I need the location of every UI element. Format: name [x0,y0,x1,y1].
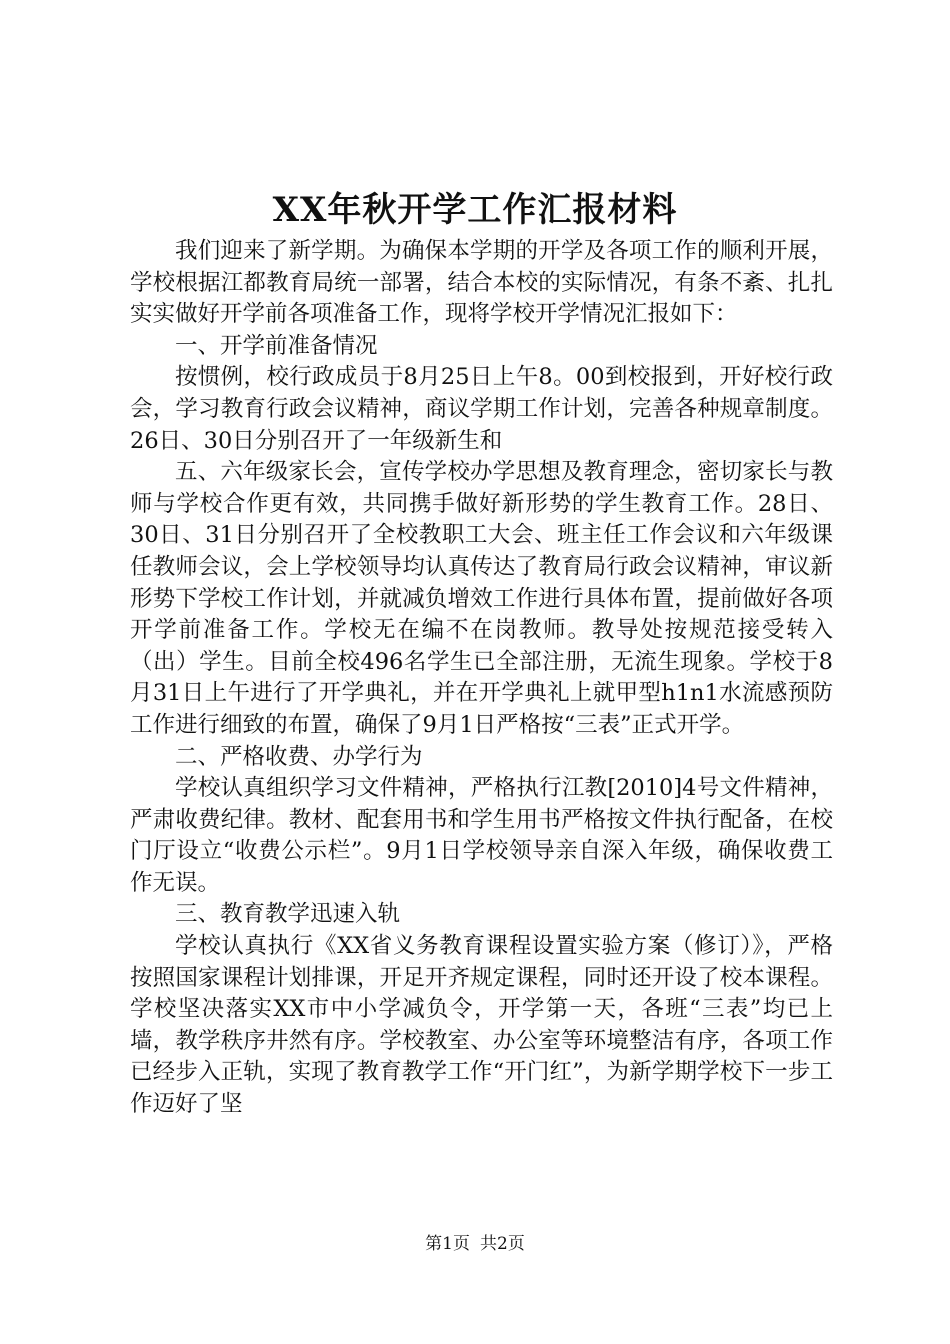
page-footer [0,1232,950,1256]
page-total: 共2页 [480,1234,525,1254]
page-number: 第1页 [425,1234,470,1254]
document-title: XX年秋开学工作汇报材料 [272,190,678,230]
document-body [130,236,833,1121]
paragraph-meetings: 五、六年级家长会，宣传学校办学思想及教育理念，密切家长与教师与学校合作更有效，共同携手做好新形势的学生教育工作。28日、30日、31日分别召开了全校教职工大会、班主任工作会议和六年级课任教师会议，会上学校领导均认真传达了教育局行政会议精神，审议新形势下学校工作计划，并就减负增效工作进行具体布置，提前做好各项开学前准备工作。学校无在编不在岗教师。教导处按规范接受转入（出）学生。目前全校496名学生已全部注册，无流生现象。学校于8月31日上午进行了开学典礼，并在开学典礼上就甲型h1n1水流感预防工作进行细致的布置，确保了9月1日严格按“三表”正式开学。 [130,459,833,738]
section-heading-1: 一、开学前准备情况 [175,332,378,359]
section-heading-3: 三、教育教学迅速入轨 [175,901,401,928]
section-heading-2: 二、严格收费、办学行为 [175,743,423,770]
paragraph-preparation: 按惯例，校行政成员于8月25日上午8。00到校报到，开好校行政会，学习教育行政会议精神，商议学期工作计划，完善各种规章制度。26日、30日分别召开了一年级新生和 [130,364,833,454]
paragraph-teaching: 学校认真执行《XX省义务教育课程设置实验方案（修订）》，严格按照国家课程计划排课，开足开齐规定课程，同时还开设了校本课程。学校坚决落实XX市中小学减负令，开学第一天，各班“三表”均已上墙，教学秩序井然有序。学校教室、办公室等环境整洁有序，各项工作已经步入正轨，实现了教育教学工作“开门红”，为新学期学校下一步工作迈好了坚 [130,933,833,1118]
paragraph-intro: 我们迎来了新学期。为确保本学期的开学及各项工作的顺利开展，学校根据江都教育局统一部署，结合本校的实际情况，有条不紊、扎扎实实做好开学前各项准备工作，现将学校开学情况汇报如下： [130,238,833,328]
paragraph-fees: 学校认真组织学习文件精神，严格执行江教[2010]4号文件精神，严肃收费纪律。教材、配套用书和学生用书严格按文件执行配备，在校门厅设立“收费公示栏”。9月1日学校领导亲自深入年级，确保收费工作无误。 [130,775,833,896]
